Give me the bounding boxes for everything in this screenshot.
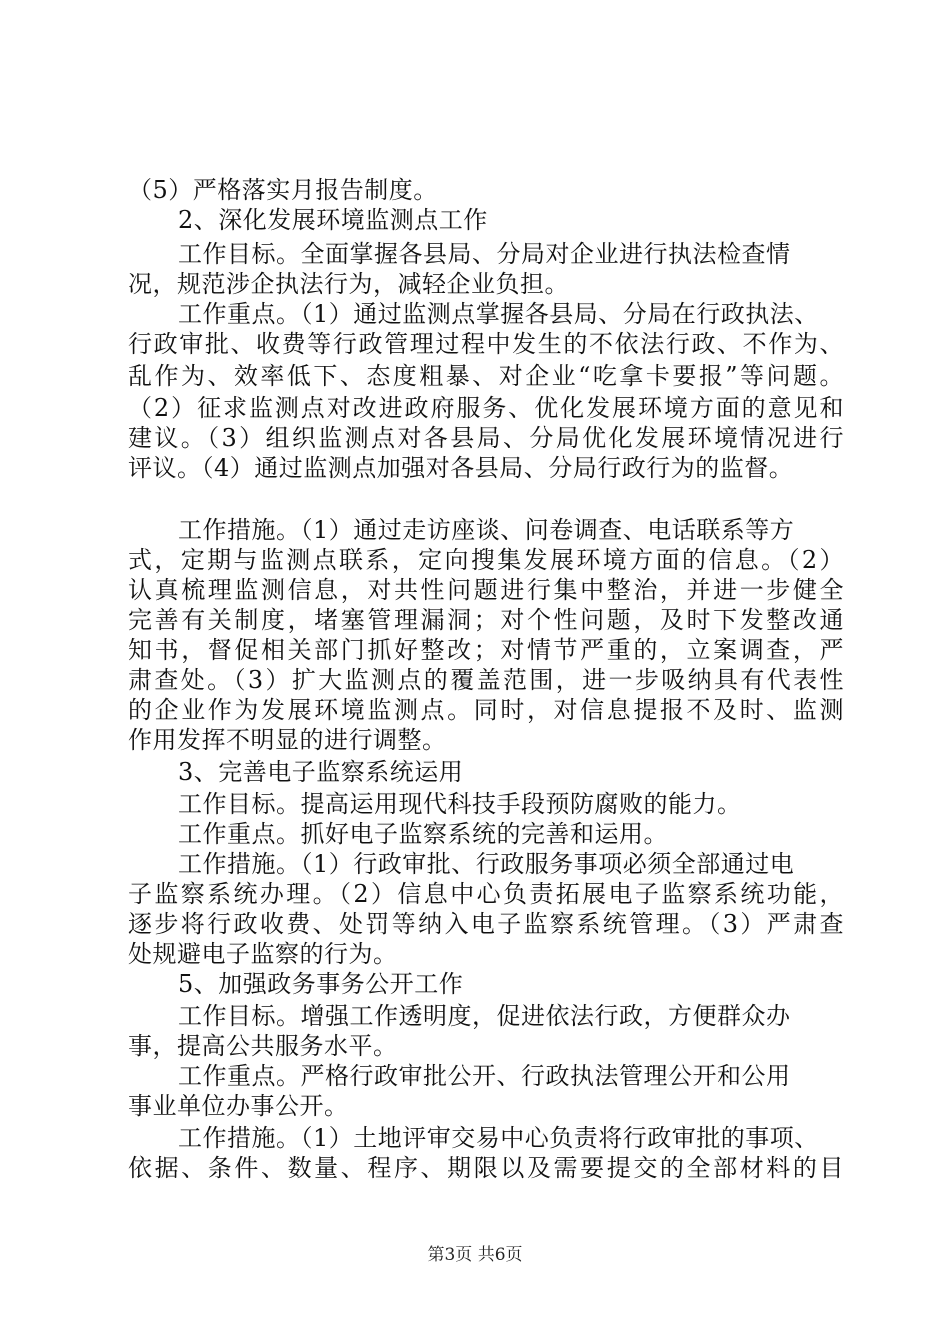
text-line: 工作目标。全面掌握各县局、分局对企业进行执法检查情 bbox=[178, 240, 791, 268]
text-line: 工作目标。提高运用现代科技手段预防腐败的能力。 bbox=[178, 790, 742, 818]
text-line: 工作措施。（1）土地评审交易中心负责将行政审批的事项、 bbox=[178, 1124, 819, 1152]
text-line: 知书，督促相关部门抓好整改；对情节严重的，立案调查，严 bbox=[128, 636, 844, 664]
text-line: 工作措施。（1）通过走访座谈、问卷调查、电话联系等方 bbox=[178, 516, 795, 544]
section-heading: 2、深化发展环境监测点工作 bbox=[178, 206, 488, 234]
text-line: 逐步将行政收费、处罚等纳入电子监察系统管理。（3）严肃查 bbox=[128, 910, 844, 938]
text-line: 事，提高公共服务水平。 bbox=[128, 1032, 398, 1060]
text-line: （2）征求监测点对改进政府服务、优化发展环境方面的意见和 bbox=[128, 394, 844, 422]
text-line: 建议。（3）组织监测点对各县局、分局优化发展环境情况进行 bbox=[128, 424, 844, 452]
text-line: 行政审批、收费等行政管理过程中发生的不依法行政、不作为、 bbox=[128, 330, 844, 358]
text-line: 工作重点。（1）通过监测点掌握各县局、分局在行政执法、 bbox=[178, 300, 819, 328]
section-heading: 5、加强政务事务公开工作 bbox=[178, 970, 464, 998]
text-line: 工作重点。抓好电子监察系统的完善和运用。 bbox=[178, 820, 668, 848]
text-line: 评议。（4）通过监测点加强对各县局、分局行政行为的监督。 bbox=[128, 454, 794, 482]
text-line: 工作措施。（1）行政审批、行政服务事项必须全部通过电 bbox=[178, 850, 795, 878]
text-line: 子监察系统办理。（2）信息中心负责拓展电子监察系统功能， bbox=[128, 880, 844, 908]
text-line: 乱作为、效率低下、态度粗暴、对企业“吃拿卡要报”等问题。 bbox=[128, 362, 844, 390]
text-line: 况，规范涉企执法行为，减轻企业负担。 bbox=[128, 270, 569, 298]
page-number-footer: 第3页 共6页 bbox=[427, 1245, 523, 1265]
text-line: 作用发挥不明显的进行调整。 bbox=[128, 726, 447, 754]
text-line: 工作重点。严格行政审批公开、行政执法管理公开和公用 bbox=[178, 1062, 791, 1090]
text-line: （5）严格落实月报告制度。 bbox=[128, 176, 438, 204]
text-line: 工作目标。增强工作透明度，促进依法行政，方便群众办 bbox=[178, 1002, 791, 1030]
section-heading: 3、完善电子监察系统运用 bbox=[178, 758, 464, 786]
text-line: 式，定期与监测点联系，定向搜集发展环境方面的信息。（2） bbox=[128, 546, 844, 574]
text-line: 认真梳理监测信息，对共性问题进行集中整治，并进一步健全 bbox=[128, 576, 844, 604]
text-line: 依据、条件、数量、程序、期限以及需要提交的全部材料的目 bbox=[128, 1154, 844, 1182]
text-line: 事业单位办事公开。 bbox=[128, 1092, 349, 1120]
text-line: 的企业作为发展环境监测点。同时，对信息提报不及时、监测 bbox=[128, 696, 844, 724]
text-line: 处规避电子监察的行为。 bbox=[128, 940, 398, 968]
text-line: 完善有关制度，堵塞管理漏洞；对个性问题，及时下发整改通 bbox=[128, 606, 844, 634]
text-line: 肃查处。（3）扩大监测点的覆盖范围，进一步吸纳具有代表性 bbox=[128, 666, 844, 694]
